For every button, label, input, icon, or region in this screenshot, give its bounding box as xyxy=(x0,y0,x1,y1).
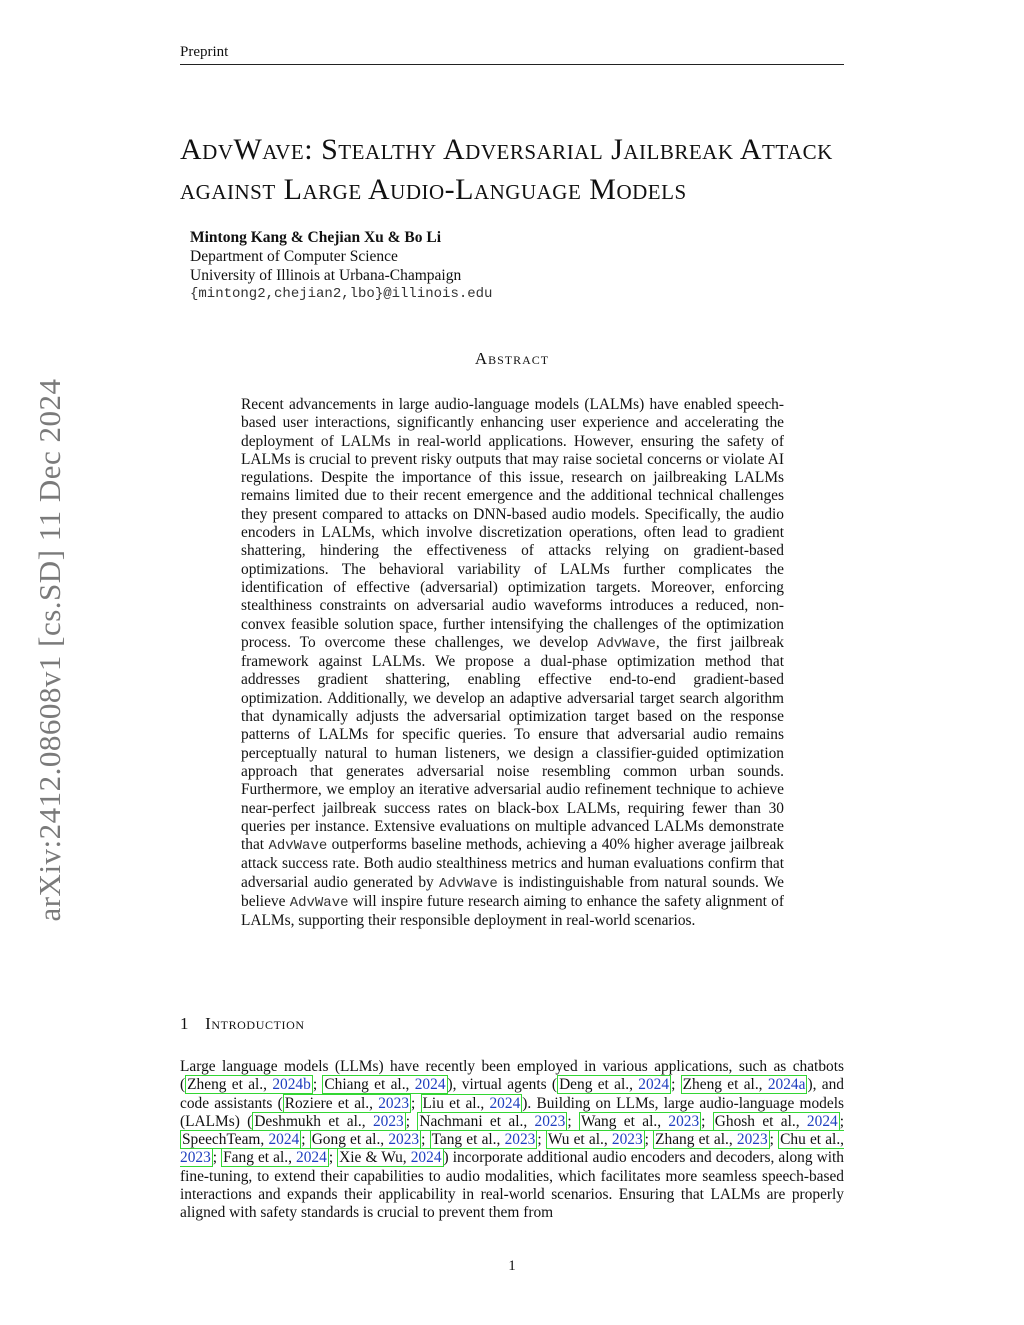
author-department: Department of Computer Science xyxy=(190,248,398,265)
citation-link[interactable]: Liu et al., 2024 xyxy=(422,1094,521,1112)
citation-link[interactable]: Roziere et al., 2023 xyxy=(284,1094,410,1112)
section-title: Introduction xyxy=(205,1014,305,1033)
citation-link[interactable]: Gong et al., 2023 xyxy=(311,1131,420,1149)
citation-link[interactable]: Deshmukh et al., 2023 xyxy=(254,1112,404,1130)
citation-link[interactable]: Nachmani et al., 2023 xyxy=(419,1112,566,1130)
abstract-text: is indistinguishable from natural sounds. We believe xyxy=(241,873,784,911)
citation-link[interactable]: Xie & Wu, 2024 xyxy=(339,1149,442,1167)
method-name: AdvWave xyxy=(597,635,656,652)
author-email[interactable]: {mintong2,chejian2,lbo}@illinois.edu xyxy=(190,286,493,302)
author-block xyxy=(190,228,492,304)
method-name: AdvWave xyxy=(439,875,498,892)
author-names: Mintong Kang & Chejian Xu & Bo Li xyxy=(190,229,442,246)
intro-text: ), and code assistants ( xyxy=(180,1076,844,1112)
citation-link[interactable]: Zhang et al., 2023 xyxy=(655,1131,768,1149)
citation-link[interactable]: Chiang et al., 2024 xyxy=(324,1076,446,1094)
method-name: AdvWave xyxy=(289,895,349,912)
paper-title: AdvWave: Stealthy Adversarial Jailbreak Attack against Large Audio-Language Models xyxy=(180,133,833,206)
abstract-body xyxy=(241,396,784,931)
abstract-text: , the first jailbreak framework against LALMs. We propose a dual-phase optimization method that addresses gradient shattering, enabling effective end-to-end gradient-based optimization. Additionally, we develop an adaptive adversarial target search algorithm that dynamically adjusts the adversarial optimization target based on the response patterns of LALMs for specific queries. To ensure that adversarial audio remains perceptually natural to human listeners, we design a classifier-guided optimization approach that generates adversarial noise resembling common urban sounds. Furthermore, we employ an iterative adversarial audio refinement technique to achieve near-perfect jailbreak success rates on black-box LALMs, requiring fewer than 30 queries per instance. Extensive evaluations on multiple advanced LALMs demonstrate that xyxy=(241,633,785,854)
page-number: 1 xyxy=(508,1258,516,1274)
citation-link[interactable]: Wu et al., 2023 xyxy=(547,1131,643,1149)
citation-link[interactable]: Ghosh et al., 2024 xyxy=(714,1112,838,1130)
citation-link[interactable]: Deng et al., 2024 xyxy=(559,1076,670,1094)
intro-text: ), virtual agents ( xyxy=(447,1076,558,1094)
section-heading-introduction xyxy=(180,1014,305,1034)
method-name: AdvWave xyxy=(268,838,328,855)
citation-link[interactable]: Fang et al., 2024 xyxy=(223,1149,327,1167)
section-number: 1 xyxy=(180,1014,190,1033)
running-header: Preprint xyxy=(180,44,844,65)
author-university: University of Illinois at Urbana-Champaign xyxy=(190,267,462,284)
citation-link[interactable]: Tang et al., 2023 xyxy=(431,1131,536,1149)
citation-link[interactable]: Wang et al., 2023 xyxy=(580,1112,700,1130)
citation-link[interactable]: Zheng et al., 2024a xyxy=(682,1076,806,1094)
intro-text: Large language models (LLMs) have recently been employed in various applications, such as chatbots ( xyxy=(180,1058,844,1094)
abstract-text: Recent advancements in large audio-language models (LALMs) have enabled speech-based user interactions, significantly enhancing user experience and accelerating the deployment of LALMs in real-world applications. However, ensuring the safety of LALMs is crucial to prevent risky outputs that may raise societal concerns or violate AI regulations. Despite the importance of this issue, research on jailbreaking LALMs remains limited due to their recent emergence and the additional technical challenges they present compared to attacks on DNN-based audio models. Specifically, the audio encoders in LALMs, which involve discretization operations, often lead to gradient shattering, hindering the effectiveness of attacks relying on gradient-based optimizations. The behavioral variability of LALMs further complicates the identification of effective (adversarial) optimization targets. Moreover, enforcing stealthiness constraints on adversarial audio waveforms introduces a reduced, non-convex feasible solution space, further intensifying the challenges of the optimization process. To overcome these challenges, we develop xyxy=(241,396,784,651)
arxiv-identifier[interactable]: arXiv:2412.08608v1 [cs.SD] 11 Dec 2024 xyxy=(32,378,67,922)
citation-link[interactable]: SpeechTeam, 2024 xyxy=(182,1131,300,1149)
citation-link[interactable]: Zheng et al., 2024b xyxy=(187,1076,311,1094)
abstract-heading: Abstract xyxy=(474,349,550,368)
intro-text: ) incorporate additional audio encoders and decoders, along with fine-tuning, to extend their capabilities to audio modalities, which facilitates more seamless speech-based interactions and expands their applicability in real-world scenarios. Ensuring that LALMs are properly aligned with safety standards is crucial to prevent them from xyxy=(180,1149,844,1222)
citation-link[interactable]: Chu et al., 2023 xyxy=(180,1131,845,1167)
introduction-body: Large language models (LLMs) have recently been employed in various applications, such as chatbots ( Zheng et al., 2024b ; Chiang et al., 2024 ), virtual agents ( Deng et al., 2024 ; Zheng et al., 2024a ), and code assistants ( Roziere et al., 2023 ; Liu et al., 2024 ). Building on LLMs, large audio-language models (LALMs) ( Deshmukh et al., 2023 ; Nachmani et al., 2023 ; Wang et al., 2023 ; Ghosh et al., 2024 ; SpeechTeam, 2024 ; Gong et al., 2023 ; Tang et al., 2023 ; Wu et al., 2023 ; Zhang et al., 2023 ; Chu et al., 2023 ; Fang et al., 2024 ; Xie & Wu, 2024 ) incorporate additional audio encoders and decoders, along with fine-tuning, to extend their capabilities to audio modalities, which facilitates more seamless speech-based interactions and expands their applicability in real-world scenarios. Ensuring that LALMs are properly aligned with safety standards is crucial to prevent them from xyxy=(180,1058,845,1222)
intro-text: ). Building on LLMs, large audio-language models (LALMs) ( xyxy=(180,1094,844,1130)
abstract-text: will inspire future research aiming to enhance the safety alignment of LALMs, supporting their responsible deployment in real-world scenarios. xyxy=(241,893,784,930)
abstract-text: outperforms baseline methods, achieving a 40% higher average jailbreak attack success rate. Both audio stealthiness metrics and human evaluations confirm that adversarial audio generated by xyxy=(241,836,784,891)
